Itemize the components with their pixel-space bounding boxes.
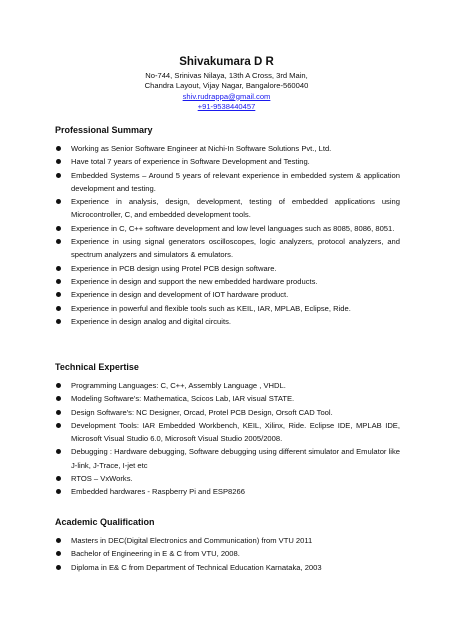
list-item: Debugging : Hardware debugging, Software debugging using different simulator and Emulator like J-link, J-Trace, I-jet etc — [55, 445, 400, 472]
address-line-2: Chandra Layout, Vijay Nagar, Bangalore-560040 — [144, 81, 309, 91]
list-item: Have total 7 years of experience in Software Development and Testing. — [55, 155, 400, 168]
list-item: Modeling Software's: Mathematica, Scicos Lab, IAR visual STATE. — [55, 392, 400, 405]
list-item: Experience in C, C++ software development and low level languages such as 8085, 8086, 8051. — [55, 222, 400, 235]
list-item: Diploma in E& C from Department of Technical Education Karnataka, 2003 — [55, 561, 400, 574]
email-link[interactable]: shiv.rudrappa@gmail.com — [182, 91, 271, 101]
technical-expertise-section — [55, 362, 400, 499]
qualification-list — [55, 534, 400, 574]
list-item: Development Tools: IAR Embedded Workbench, KEIL, Xilinx, Ride. Eclipse IDE, MPLAB IDE, Microsoft Visual Studio 6.0, Microsoft Visual Studio 2005/2008. — [55, 419, 400, 446]
list-item: Masters in DEC(Digital Electronics and Communication) from VTU 2011 — [55, 534, 400, 547]
section-title: Professional Summary — [55, 125, 153, 135]
phone-link[interactable]: +91-9538440457 — [197, 102, 256, 112]
list-item: Experience in design analog and digital circuits. — [55, 315, 400, 328]
list-item: Experience in design and support the new embedded hardware products. — [55, 275, 400, 288]
professional-summary-section — [55, 125, 400, 328]
academic-qualification-section — [55, 517, 400, 574]
list-item: RTOS – VxWorks. — [55, 472, 400, 485]
list-item: Experience in PCB design using Protel PCB design software. — [55, 262, 400, 275]
list-item: Programming Languages: C, C++, Assembly Language , VHDL. — [55, 379, 400, 392]
address-line-1: No-744, Srinivas Nilaya, 13th A Cross, 3rd Main, — [145, 71, 308, 80]
candidate-name: Shivakumara D R — [179, 56, 274, 68]
section-title: Academic Qualification — [55, 517, 155, 527]
list-item: Embedded hardwares - Raspberry Pi and ESP8266 — [55, 485, 400, 498]
resume-header — [0, 55, 453, 113]
list-item: Bachelor of Engineering in E & C from VTU, 2008. — [55, 547, 400, 560]
list-item: Experience in design and development of IOT hardware product. — [55, 288, 400, 301]
summary-list — [55, 142, 400, 328]
list-item: Experience in powerful and flexible tools such as KEIL, IAR, MPLAB, Eclipse, Ride. — [55, 302, 400, 315]
list-item: Working as Senior Software Engineer at Nichi-In Software Solutions Pvt., Ltd. — [55, 142, 400, 155]
list-item: Embedded Systems – Around 5 years of relevant experience in embedded system & application development and testing. — [55, 169, 400, 196]
section-title: Technical Expertise — [55, 362, 139, 372]
list-item: Experience in analysis, design, development, testing of embedded applications using Microcontroller, C, and embedded development tools. — [55, 195, 400, 222]
expertise-list — [55, 379, 400, 499]
list-item: Design Software's: NC Designer, Orcad, Protel PCB Design, Orsoft CAD Tool. — [55, 406, 400, 419]
list-item: Experience in using signal generators oscilloscopes, logic analyzers, protocol analyzers, and spectrum analyzers and simulators & emulators. — [55, 235, 400, 262]
